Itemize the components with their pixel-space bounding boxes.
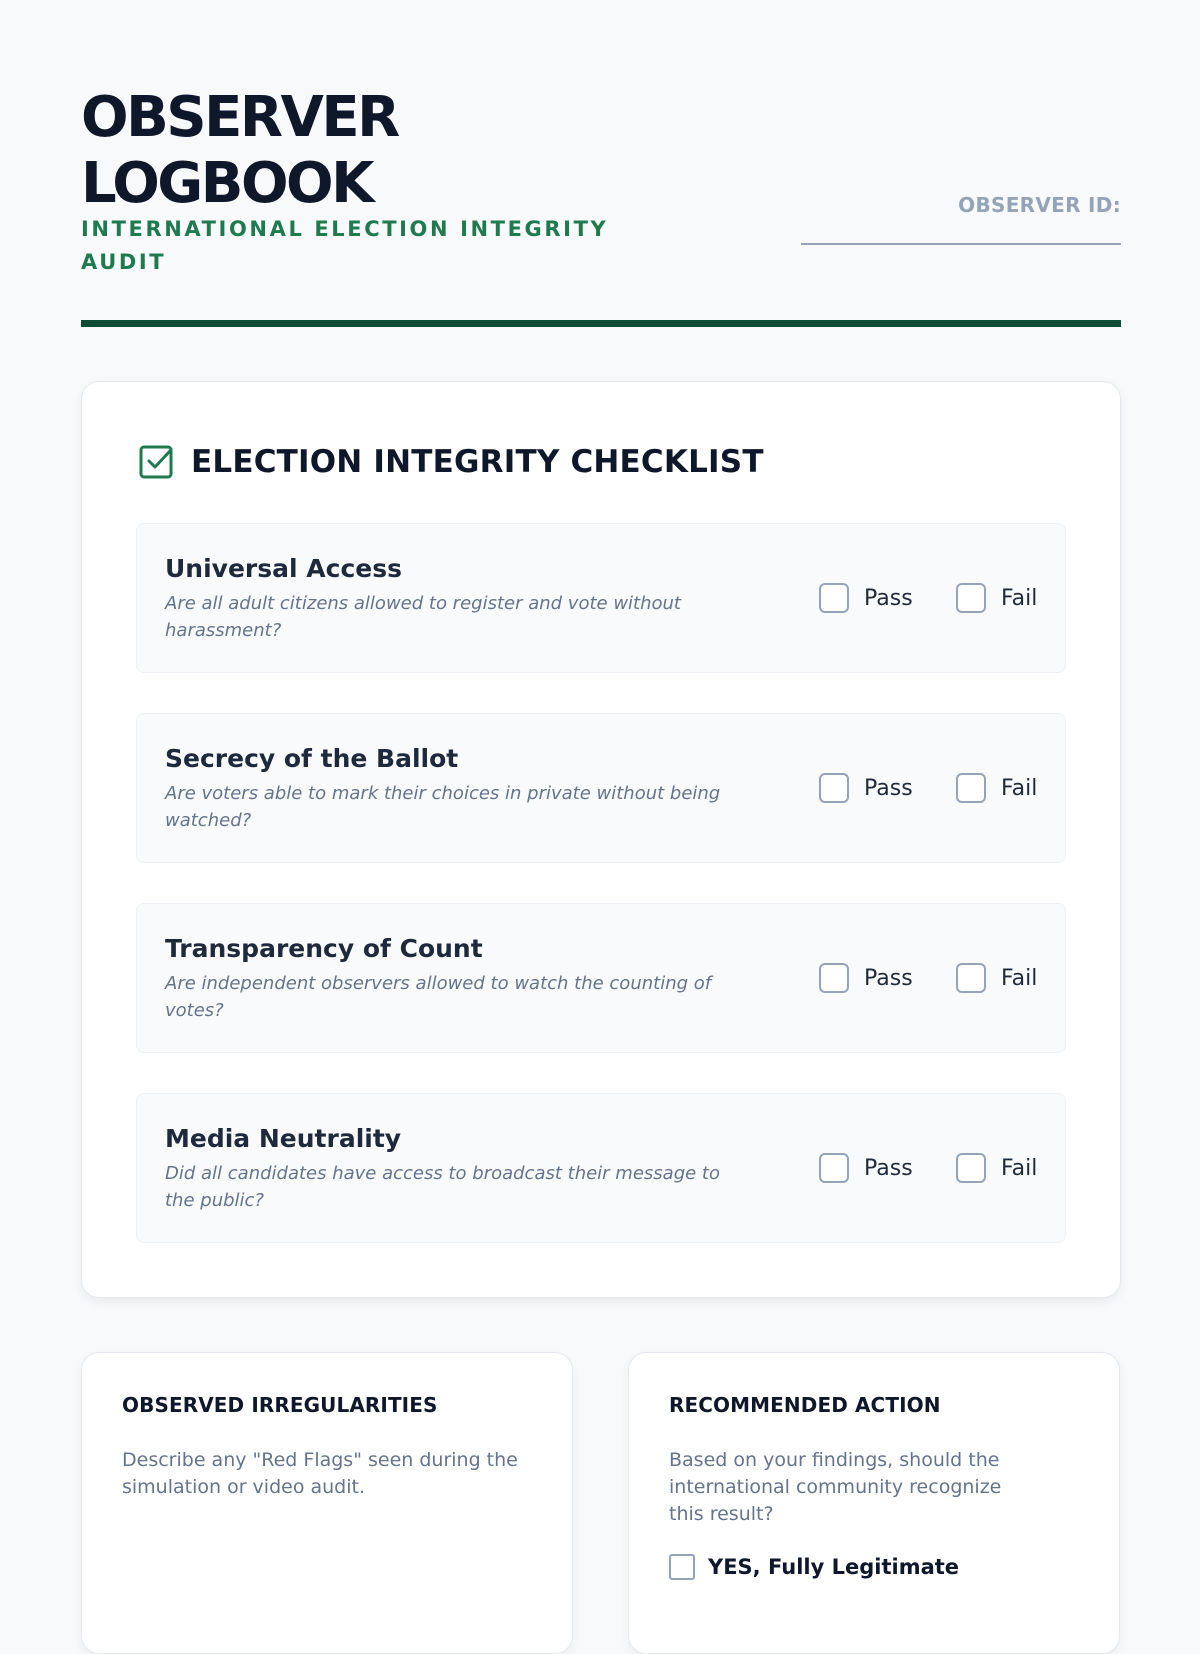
item-description: Are voters able to mark their choices in private without being watched? <box>165 783 721 831</box>
item-description: Did all candidates have access to broadcast their message to the public? <box>165 1163 720 1211</box>
fail-label: Fail <box>1001 1155 1038 1181</box>
checkbox[interactable] <box>669 1554 695 1580</box>
item-description: Are independent observers allowed to watch the counting of votes? <box>165 973 712 1021</box>
fail-label: Fail <box>1001 775 1038 801</box>
checklist-heading <box>139 442 764 482</box>
fail-checkbox[interactable] <box>956 771 1037 805</box>
checklist-card <box>81 381 1121 1298</box>
irregularities-description: Describe any "Red Flags" seen during the simulation or video audit. <box>122 1449 518 1498</box>
recommended-action-description: Based on your findings, should the international community recognize this result? <box>669 1449 1002 1525</box>
irregularities-panel <box>81 1352 573 1654</box>
item-title: Media Neutrality <box>165 1124 402 1153</box>
fail-label: Fail <box>1001 585 1038 611</box>
pass-label: Pass <box>864 775 913 801</box>
pass-checkbox[interactable] <box>819 1151 913 1185</box>
pass-checkbox[interactable] <box>819 581 913 615</box>
page-header <box>81 85 1121 330</box>
checkbox[interactable] <box>956 773 986 803</box>
header-divider <box>81 320 1121 327</box>
recommended-action-panel <box>628 1352 1120 1654</box>
pass-label: Pass <box>864 585 913 611</box>
checklist-title: ELECTION INTEGRITY CHECKLIST <box>191 444 764 480</box>
checkbox[interactable] <box>819 963 849 993</box>
observer-id-field[interactable] <box>801 193 1121 245</box>
checklist-item-transparency-of-count <box>136 903 1066 1053</box>
checkbox[interactable] <box>819 583 849 613</box>
pass-label: Pass <box>864 1155 913 1181</box>
option-fully-legitimate[interactable] <box>669 1554 959 1580</box>
item-title: Universal Access <box>165 554 402 583</box>
logbook-page <box>81 0 1121 1600</box>
fail-label: Fail <box>1001 965 1038 991</box>
checkbox[interactable] <box>819 773 849 803</box>
item-title: Secrecy of the Ballot <box>165 744 459 773</box>
pass-checkbox[interactable] <box>819 961 913 995</box>
page-subtitle: INTERNATIONAL ELECTION INTEGRITY AUDIT <box>81 217 609 274</box>
checkbox[interactable] <box>819 1153 849 1183</box>
fail-checkbox[interactable] <box>956 581 1037 615</box>
checkbox-icon <box>139 444 175 480</box>
pass-checkbox[interactable] <box>819 771 913 805</box>
checkbox[interactable] <box>956 583 986 613</box>
observer-id-label: OBSERVER ID: <box>958 193 1121 217</box>
page-title: OBSERVER LOGBOOK <box>81 85 398 216</box>
checklist-item-media-neutrality <box>136 1093 1066 1243</box>
item-description: Are all adult citizens allowed to register and vote without harassment? <box>165 593 681 641</box>
option-label: YES, Fully Legitimate <box>708 1555 960 1579</box>
checklist-item-universal-access <box>136 523 1066 673</box>
fail-checkbox[interactable] <box>956 1151 1037 1185</box>
recommended-action-title: RECOMMENDED ACTION <box>669 1393 941 1417</box>
checklist-item-secrecy-of-ballot <box>136 713 1066 863</box>
item-title: Transparency of Count <box>165 934 483 963</box>
pass-label: Pass <box>864 965 913 991</box>
irregularities-title: OBSERVED IRREGULARITIES <box>122 1393 438 1417</box>
checkbox[interactable] <box>956 1153 986 1183</box>
checkbox[interactable] <box>956 963 986 993</box>
fail-checkbox[interactable] <box>956 961 1037 995</box>
